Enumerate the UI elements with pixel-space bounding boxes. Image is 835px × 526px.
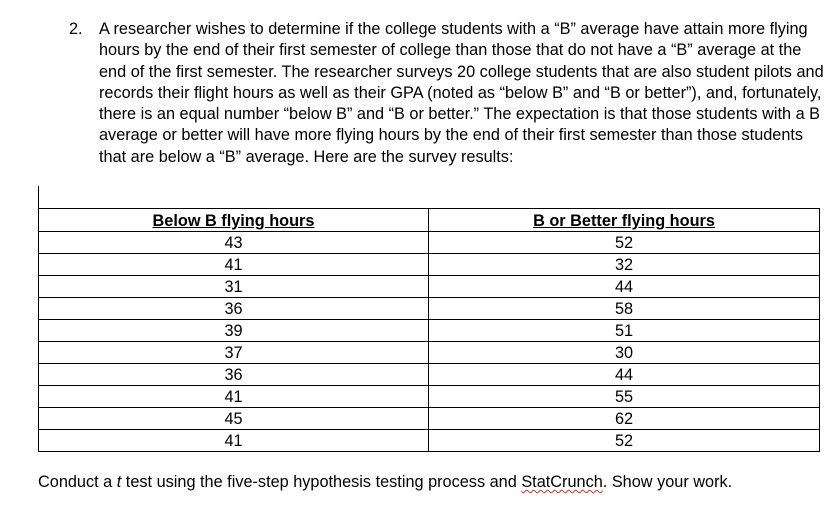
- cell-below-b: 39: [39, 320, 429, 342]
- cell-below-b: 36: [39, 298, 429, 320]
- table-row: [39, 386, 820, 408]
- cell-b-or-better: 52: [429, 232, 820, 254]
- statcrunch-word: StatCrunch: [521, 473, 603, 491]
- cell-below-b: 41: [39, 386, 429, 408]
- table-row: [39, 320, 820, 342]
- cell-below-b: 36: [39, 364, 429, 386]
- instruction-part1: Conduct a: [38, 473, 117, 491]
- cell-b-or-better: 30: [429, 342, 820, 364]
- table-row: [39, 254, 820, 276]
- cell-b-or-better: 51: [429, 320, 820, 342]
- cell-b-or-better: 44: [429, 364, 820, 386]
- cell-below-b: 37: [39, 342, 429, 364]
- cell-b-or-better: 58: [429, 298, 820, 320]
- cell-b-or-better: 32: [429, 254, 820, 276]
- text-cursor-mark: [38, 186, 39, 208]
- table-header-row: [39, 209, 820, 232]
- header-b-or-better: B or Better flying hours: [429, 209, 820, 232]
- table-row: [39, 298, 820, 320]
- cell-below-b: 41: [39, 430, 429, 452]
- cell-below-b: 31: [39, 276, 429, 298]
- cell-b-or-better: 44: [429, 276, 820, 298]
- cell-below-b: 45: [39, 408, 429, 430]
- instruction-part3: . Show your work.: [602, 473, 733, 491]
- cell-b-or-better: 55: [429, 386, 820, 408]
- instruction-text: [38, 471, 808, 493]
- table-row: [39, 408, 820, 430]
- question-text: A researcher wishes to determine if the college students with a “B” average have attain more flying hours by the end of their first semester of college than those that do not have a “B” average at the end of the first semester. The researcher surveys 20 college students that are also student pilots and records their flight hours as well as their GPA (noted as “below B” and “B or better”), and, fortunately, there is an equal number “below B” and “B or better.” The expectation is that those students with a B average or better will have more flying hours by the end of their first semester than those students that are below a “B” average. Here are the survey results:: [99, 20, 824, 166]
- table-row: [39, 342, 820, 364]
- instruction-part2: test using the five-step hypothesis testing process and: [121, 473, 522, 491]
- header-below-b: Below B flying hours: [39, 209, 429, 232]
- table-row: [39, 232, 820, 254]
- table-row: [39, 430, 820, 452]
- table-row: [39, 276, 820, 298]
- cell-below-b: 41: [39, 254, 429, 276]
- survey-results-table: [38, 208, 820, 452]
- cell-below-b: 43: [39, 232, 429, 254]
- table-row: [39, 364, 820, 386]
- instruction-t: t: [116, 473, 122, 491]
- question-number: 2.: [69, 20, 83, 38]
- cell-b-or-better: 52: [429, 430, 820, 452]
- question-2: [69, 19, 829, 168]
- cell-b-or-better: 62: [429, 408, 820, 430]
